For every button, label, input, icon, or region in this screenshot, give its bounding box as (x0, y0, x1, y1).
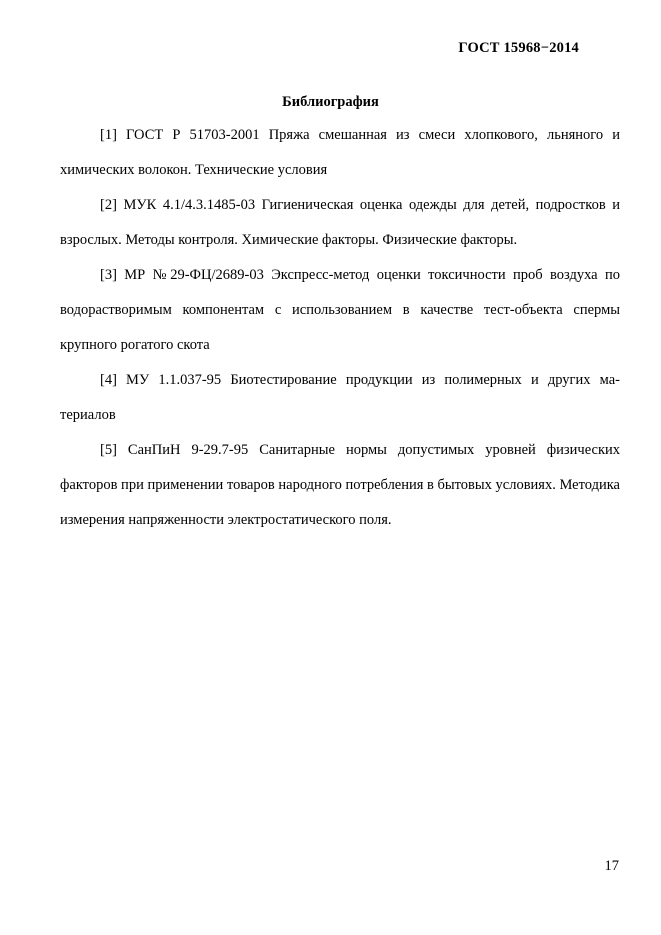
reference-item-4: [4] МУ 1.1.037-95 Биотестирование продукции из полимерных и других материалов (60, 372, 620, 423)
reference-item-1: [1] ГОСТ Р 51703-2001 Пряжа смешанная из смеси хлопкового, льняного и химических волокон. Технические условия (60, 127, 620, 178)
reference-item-5: [5] СанПиН 9-29.7-95 Санитарные нормы допустимых уровней физических факторов при применении товаров народного потребления в бытовых условиях. Методика измерения напряженности электростатического поля. (60, 442, 620, 528)
bibliography-heading: Библиография (282, 94, 379, 110)
reference-item-3: [3] МР №29-ФЦ/2689-03 Экспресс-метод оценки токсичности проб воздуха по водорастворимым компонентам с использованием в качестве тест-объекта спермы крупного рогатого скота (60, 267, 620, 353)
document-code: ГОСТ 15968−2014 (458, 40, 579, 56)
reference-list (60, 118, 620, 538)
page-number: 17 (604, 858, 619, 874)
reference-item-2: [2] МУК 4.1/4.3.1485-03 Гигиеническая оценка одежды для детей, подростков и взрослых. Методы контроля. Химические факторы. Физические факторы. (60, 197, 620, 248)
